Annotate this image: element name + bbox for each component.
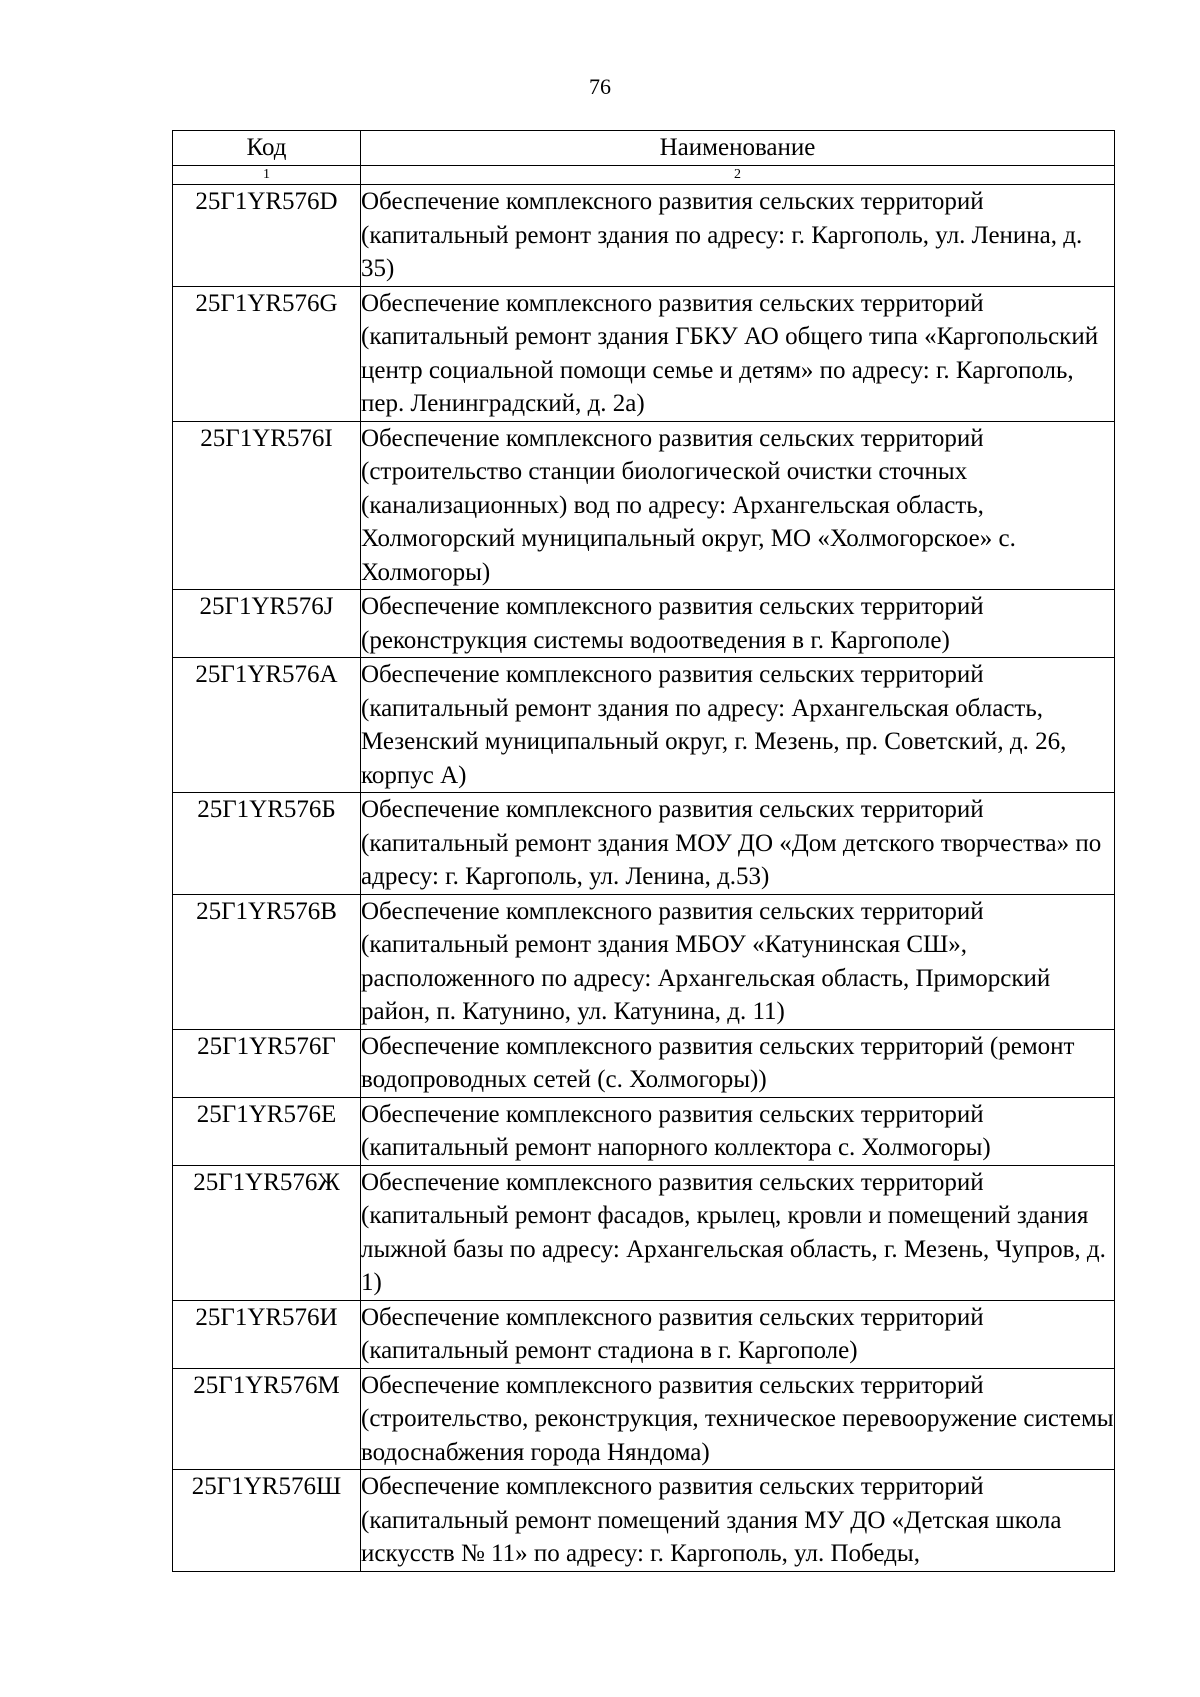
row-name: Обеспечение комплексного развития сельских территорий (строительство станции биологической очистки сточных (канализационных) вод по адресу: Архангельская область, Холмогорский муниципальный округ, МО «Холмогорское» с. Холмогоры)	[361, 421, 1115, 590]
table-row	[173, 1097, 1115, 1165]
row-code: 25Г1YR576Б	[173, 793, 361, 895]
row-name: Обеспечение комплексного развития сельских территорий (ремонт водопроводных сетей (с. Холмогоры))	[361, 1029, 1115, 1097]
table-header-row	[173, 131, 1115, 166]
row-name: Обеспечение комплексного развития сельских территорий (строительство, реконструкция, техническое перевооружение системы водоснабжения города Няндома)	[361, 1368, 1115, 1470]
row-name: Обеспечение комплексного развития сельских территорий (капитальный ремонт фасадов, крылец, кровли и помещений здания лыжной базы по адресу: Архангельская область, г. Мезень, Чупров, д. 1)	[361, 1165, 1115, 1300]
table-row	[173, 658, 1115, 793]
table-row	[173, 185, 1115, 287]
table-row	[173, 1300, 1115, 1368]
row-code: 25Г1YR576J	[173, 590, 361, 658]
row-name: Обеспечение комплексного развития сельских территорий (капитальный ремонт напорного коллектора с. Холмогоры)	[361, 1097, 1115, 1165]
row-code: 25Г1YR576A	[173, 658, 361, 793]
table-row	[173, 1368, 1115, 1470]
row-code: 25Г1YR576I	[173, 421, 361, 590]
column-number-2: 2	[361, 166, 1115, 185]
row-code: 25Г1YR576Г	[173, 1029, 361, 1097]
row-code: 25Г1YR576D	[173, 185, 361, 287]
row-code: 25Г1YR576И	[173, 1300, 361, 1368]
table-row	[173, 590, 1115, 658]
row-name: Обеспечение комплексного развития сельских территорий (капитальный ремонт стадиона в г. Каргополе)	[361, 1300, 1115, 1368]
row-name: Обеспечение комплексного развития сельских территорий (капитальный ремонт здания МБОУ «Катунинская СШ», расположенного по адресу: Архангельская область, Приморский район, п. Катунино, ул. Катунина, д. 11)	[361, 894, 1115, 1029]
header-name: Наименование	[361, 131, 1115, 166]
table-row	[173, 793, 1115, 895]
row-name: Обеспечение комплексного развития сельских территорий (капитальный ремонт помещений здания МУ ДО «Детская школа искусств № 11» по адресу: г. Каргополь, ул. Победы,	[361, 1470, 1115, 1572]
row-code: 25Г1YR576Е	[173, 1097, 361, 1165]
row-code: 25Г1YR576В	[173, 894, 361, 1029]
table-row	[173, 894, 1115, 1029]
budget-code-table	[172, 130, 1115, 1572]
row-code: 25Г1YR576Ж	[173, 1165, 361, 1300]
table-row	[173, 286, 1115, 421]
row-name: Обеспечение комплексного развития сельских территорий (капитальный ремонт здания по адресу: г. Каргополь, ул. Ленина, д. 35)	[361, 185, 1115, 287]
header-code: Код	[173, 131, 361, 166]
table-row	[173, 1470, 1115, 1572]
row-name: Обеспечение комплексного развития сельских территорий (капитальный ремонт здания по адресу: Архангельская область, Мезенский муниципальный округ, г. Мезень, пр. Советский, д. 26, корпус А)	[361, 658, 1115, 793]
table-row	[173, 1165, 1115, 1300]
row-code: 25Г1YR576М	[173, 1368, 361, 1470]
row-code: 25Г1YR576Ш	[173, 1470, 361, 1572]
row-name: Обеспечение комплексного развития сельских территорий (реконструкция системы водоотведения в г. Каргополе)	[361, 590, 1115, 658]
table-row	[173, 421, 1115, 590]
row-name: Обеспечение комплексного развития сельских территорий (капитальный ремонт здания ГБКУ АО общего типа «Каргопольский центр социальной помощи семье и детям» по адресу: г. Каргополь, пер. Ленинградский, д. 2а)	[361, 286, 1115, 421]
column-number-1: 1	[173, 166, 361, 185]
column-number-row	[173, 166, 1115, 185]
row-name: Обеспечение комплексного развития сельских территорий (капитальный ремонт здания МОУ ДО «Дом детского творчества» по адресу: г. Каргополь, ул. Ленина, д.53)	[361, 793, 1115, 895]
page-number: 76	[589, 74, 611, 99]
table-row	[173, 1029, 1115, 1097]
row-code: 25Г1YR576G	[173, 286, 361, 421]
